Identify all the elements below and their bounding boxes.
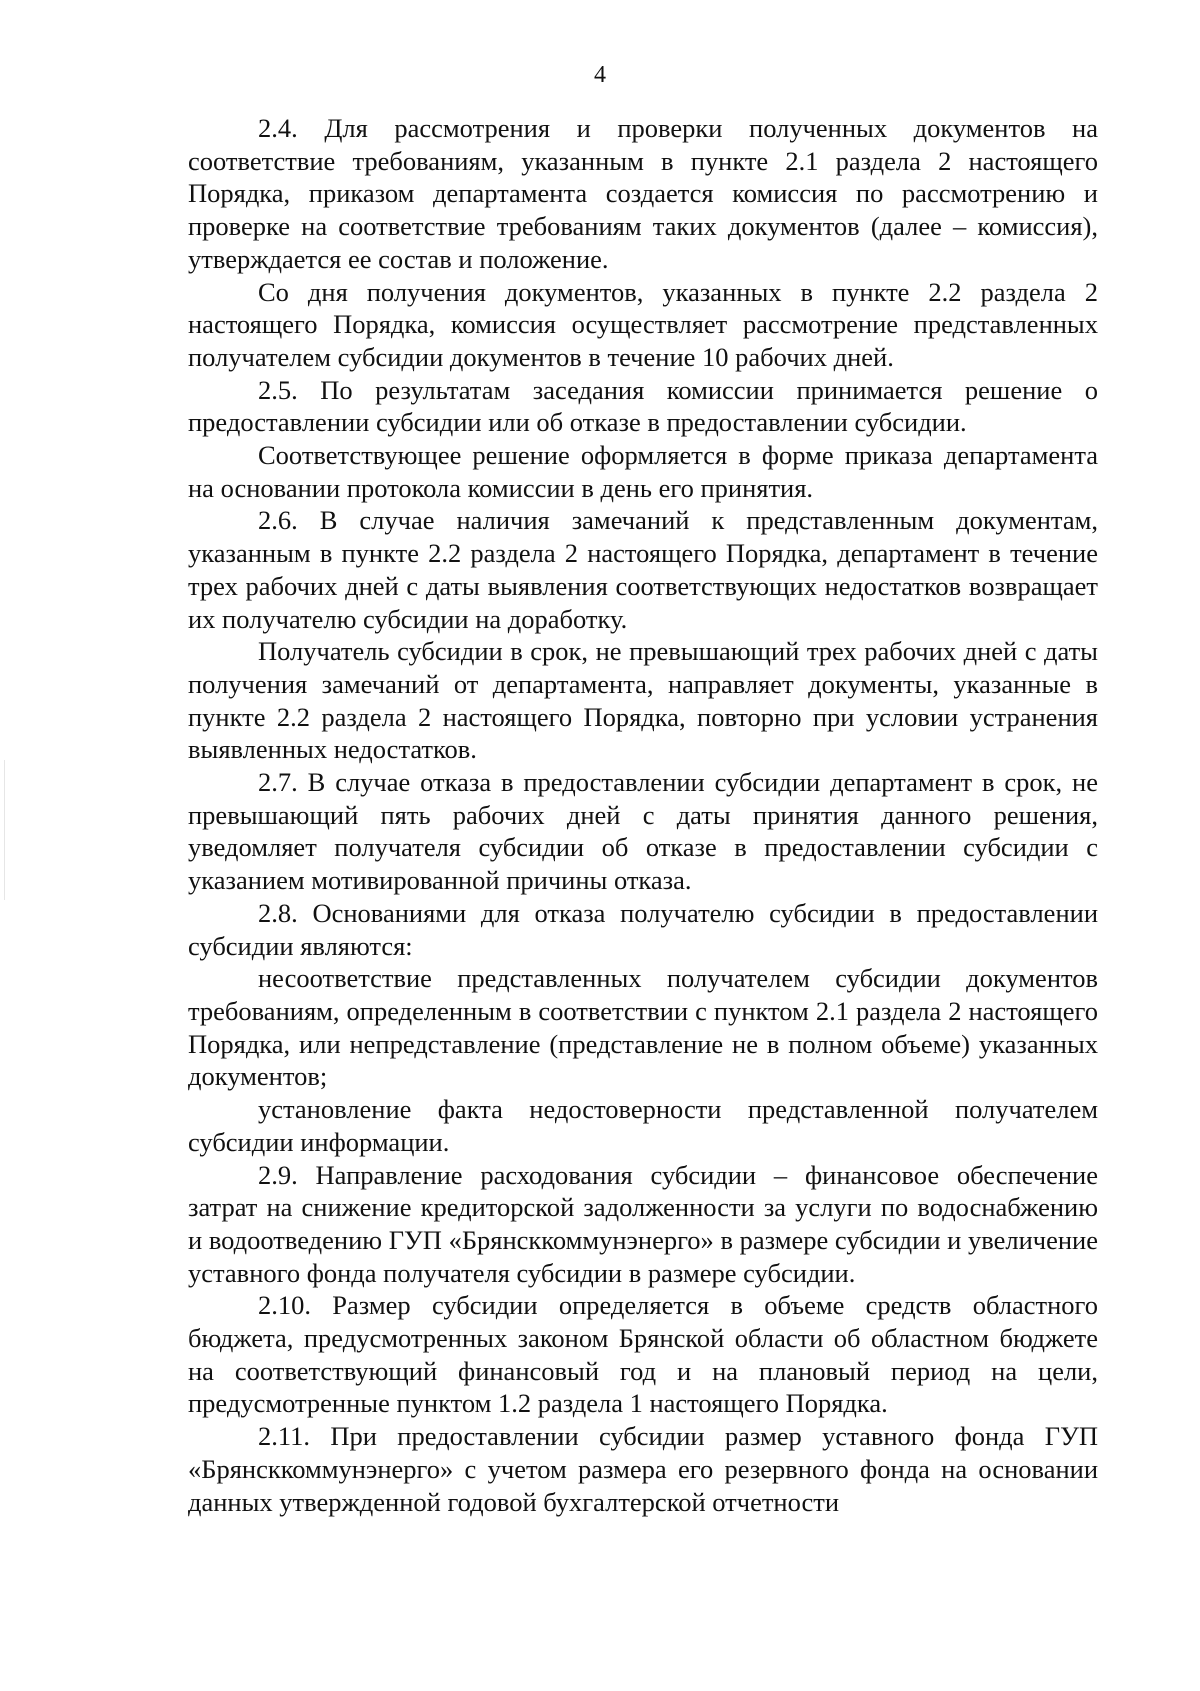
paragraph-2-8-ground-2: установление факта недостоверности представленной получателем субсидии информации.	[188, 1094, 1098, 1157]
paragraph-2-6-resubmission: Получатель субсидии в срок, не превышающий трех рабочих дней с даты получения замечаний от департамента, направляет документы, указанные в пункте 2.2 раздела 2 настоящего Порядка, повторно при условии устранения выявленных недостатков.	[188, 636, 1098, 765]
paragraph-2-11: 2.11. При предоставлении субсидии размер уставного фонда ГУП «Брянсккоммунэнерго» с учетом размера его резервного фонда на основании данных утвержденной годовой бухгалтерской отчетности	[188, 1421, 1098, 1517]
document-body	[188, 112, 1098, 1518]
paragraph-2-7: 2.7. В случае отказа в предоставлении субсидии департамент в срок, не превышающий пять рабочих дней с даты принятия данного решения, уведомляет получателя субсидии об отказе в предоставлении субсидии с указанием мотивированной причины отказа.	[188, 767, 1098, 896]
page-number: 4	[594, 62, 606, 88]
paragraph-2-6: 2.6. В случае наличия замечаний к представленным документам, указанным в пункте 2.2 раздела 2 настоящего Порядка, департамент в течение трех рабочих дней с даты выявления соответствующих недостатков возвращает их получателю субсидии на доработку.	[188, 505, 1098, 634]
paragraph-2-5-decision-form: Соответствующее решение оформляется в форме приказа департамента на основании протокола комиссии в день его принятия.	[188, 440, 1098, 503]
paragraph-2-10: 2.10. Размер субсидии определяется в объеме средств областного бюджета, предусмотренных законом Брянской области об областном бюджете на соответствующий финансовый год и на плановый период на цели, предусмотренные пунктом 1.2 раздела 1 настоящего Порядка.	[188, 1290, 1098, 1419]
paragraph-2-5: 2.5. По результатам заседания комиссии принимается решение о предоставлении субсидии или об отказе в предоставлении субсидии.	[188, 374, 1098, 438]
paragraph-2-8: 2.8. Основаниями для отказа получателю субсидии в предоставлении субсидии являются:	[188, 897, 1098, 961]
paragraph-2-8-ground-1: несоответствие представленных получателем субсидии документов требованиям, определенным в соответствии с пунктом 2.1 раздела 2 настоящего Порядка, или непредставление (представление не в полном объеме) указанных документов;	[188, 963, 1098, 1092]
paragraph-2-4: 2.4. Для рассмотрения и проверки полученных документов на соответствие требованиям, указанным в пункте 2.1 раздела 2 настоящего Порядка, приказом департамента создается комиссия по рассмотрению и проверке на соответствие требованиям таких документов (далее – комиссия), утверждается ее состав и положение.	[188, 113, 1098, 274]
scan-artifact-line	[4, 760, 5, 900]
paragraph-2-4-review-period: Со дня получения документов, указанных в пункте 2.2 раздела 2 настоящего Порядка, комиссия осуществляет рассмотрение представленных получателем субсидии документов в течение 10 рабочих дней.	[188, 276, 1098, 372]
paragraph-2-9: 2.9. Направление расходования субсидии – финансовое обеспечение затрат на снижение кредиторской задолженности за услуги по водоснабжению и водоотведению ГУП «Брянсккоммунэнерго» в размере субсидии и увеличение уставного фонда получателя субсидии в размере субсидии.	[188, 1159, 1098, 1288]
